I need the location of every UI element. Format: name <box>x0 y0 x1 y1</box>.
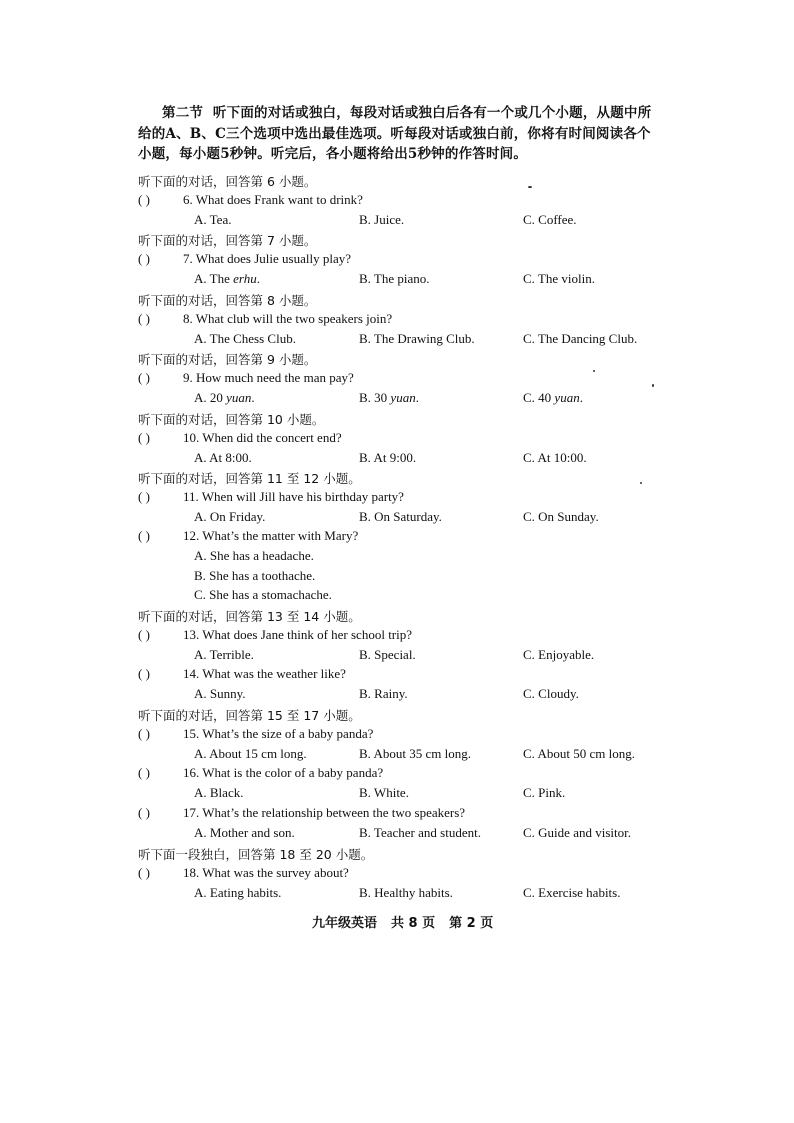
answer-bracket: ( ) <box>138 726 150 741</box>
option-c: C. At 10:00. <box>523 450 587 465</box>
option-a: A. At 8:00. <box>194 450 252 465</box>
option-a: A. Black. <box>194 785 244 800</box>
question-text: 15. What’s the size of a baby panda? <box>183 726 374 741</box>
page-footer <box>312 912 507 931</box>
option-b: B. The Drawing Club. <box>359 331 475 346</box>
option-c: C. The Dancing Club. <box>523 331 638 346</box>
option-b: B. Juice. <box>359 212 405 227</box>
question-12 <box>138 528 358 544</box>
question-13 <box>138 627 412 643</box>
question-text: 9. How much need the man pay? <box>183 370 354 385</box>
option-b: B. White. <box>359 785 409 800</box>
option-b: B. At 9:00. <box>359 450 417 465</box>
footer-total-pages: 共 8 页 <box>391 916 436 931</box>
option-a: A. She has a headache. <box>194 548 314 563</box>
option-b: B. She has a toothache. <box>194 568 316 583</box>
question-text: 7. What does Julie usually play? <box>183 251 352 266</box>
question-7 <box>138 251 351 267</box>
listening-header: 听下面的对话，回答第 7 小题。 <box>138 233 317 248</box>
section-instructions <box>138 103 662 165</box>
question-11 <box>138 489 404 505</box>
option-c: C. Guide and visitor. <box>523 825 631 840</box>
answer-bracket: ( ) <box>138 251 150 266</box>
question-text: 18. What was the survey about? <box>183 865 349 880</box>
listening-header: 听下面的对话，回答第 15 至 17 小题。 <box>138 708 361 723</box>
question-text: 11. When will Jill have his birthday party? <box>183 489 404 504</box>
option-b: B. Healthy habits. <box>359 885 453 900</box>
footer-subject: 九年级英语 <box>312 916 378 931</box>
question-6 <box>138 192 363 208</box>
answer-bracket: ( ) <box>138 805 150 820</box>
option-b: B. Teacher and student. <box>359 825 481 840</box>
answer-bracket: ( ) <box>138 489 150 504</box>
question-16 <box>138 765 383 781</box>
option-b: B. The piano. <box>359 271 430 286</box>
question-15 <box>138 726 373 742</box>
option-c: C. She has a stomachache. <box>194 587 332 602</box>
option-a: A. Mother and son. <box>194 825 295 840</box>
option-c: C. Pink. <box>523 785 566 800</box>
question-9 <box>138 370 354 386</box>
option-b: B. About 35 cm long. <box>359 746 471 761</box>
question-text: 17. What’s the relationship between the two speakers? <box>183 805 466 820</box>
answer-bracket: ( ) <box>138 765 150 780</box>
scan-speck <box>593 370 595 372</box>
option-c: C. On Sunday. <box>523 509 599 524</box>
option-a: A. Terrible. <box>194 647 254 662</box>
answer-bracket: ( ) <box>138 311 150 326</box>
question-text: 16. What is the color of a baby panda? <box>183 765 384 780</box>
section-title: 第二节 <box>162 105 204 121</box>
option-c: C. Coffee. <box>523 212 577 227</box>
listening-header: 听下面的对话，回答第 8 小题。 <box>138 293 317 308</box>
option-c: C. Cloudy. <box>523 686 579 701</box>
question-text: 13. What does Jane think of her school trip? <box>183 627 413 642</box>
option-b: B. Special. <box>359 647 416 662</box>
option-b: B. 30 yuan. <box>359 390 419 405</box>
listening-header: 听下面的对话，回答第 11 至 12 小题。 <box>138 471 361 486</box>
listening-header: 听下面的对话，回答第 9 小题。 <box>138 352 317 367</box>
question-text: 14. What was the weather like? <box>183 666 346 681</box>
scan-speck <box>528 186 532 188</box>
instruction-text: 听下面的对话或独白，每段对话或独白后各有一个或几个小题，从题中所给的A、B、C三个选项中选出最佳选项。听每段对话或独白前，你将有时间阅读各个小题，每小题5秒钟。听完后，各小题将给出5秒钟的作答时间。 <box>138 105 652 162</box>
option-a: A. 20 yuan. <box>194 390 255 405</box>
answer-bracket: ( ) <box>138 627 150 642</box>
scan-speck <box>640 482 642 484</box>
listening-header: 听下面一段独白，回答第 18 至 20 小题。 <box>138 847 374 862</box>
answer-bracket: ( ) <box>138 865 150 880</box>
listening-header: 听下面的对话，回答第 6 小题。 <box>138 174 317 189</box>
answer-bracket: ( ) <box>138 666 150 681</box>
option-a: A. On Friday. <box>194 509 266 524</box>
listening-header: 听下面的对话，回答第 13 至 14 小题。 <box>138 609 361 624</box>
option-a: A. About 15 cm long. <box>194 746 307 761</box>
option-a: A. Eating habits. <box>194 885 282 900</box>
option-b: B. On Saturday. <box>359 509 442 524</box>
question-14 <box>138 666 346 682</box>
option-a: A. The erhu. <box>194 271 260 286</box>
scan-speck <box>652 384 654 387</box>
question-text: 12. What’s the matter with Mary? <box>183 528 359 543</box>
question-text: 8. What club will the two speakers join? <box>183 311 393 326</box>
answer-bracket: ( ) <box>138 192 150 207</box>
option-c: C. About 50 cm long. <box>523 746 635 761</box>
option-b: B. Rainy. <box>359 686 408 701</box>
option-c: C. The violin. <box>523 271 595 286</box>
option-c: C. Enjoyable. <box>523 647 595 662</box>
question-8 <box>138 311 392 327</box>
answer-bracket: ( ) <box>138 528 150 543</box>
answer-bracket: ( ) <box>138 430 150 445</box>
option-a: A. The Chess Club. <box>194 331 296 346</box>
question-text: 10. When did the concert end? <box>183 430 342 445</box>
question-18 <box>138 865 349 881</box>
option-c: C. Exercise habits. <box>523 885 621 900</box>
footer-page-number: 第 2 页 <box>449 916 494 931</box>
question-17 <box>138 805 465 821</box>
option-c: C. 40 yuan. <box>523 390 583 405</box>
listening-header: 听下面的对话，回答第 10 小题。 <box>138 412 325 427</box>
answer-bracket: ( ) <box>138 370 150 385</box>
option-a: A. Sunny. <box>194 686 246 701</box>
option-a: A. Tea. <box>194 212 232 227</box>
question-text: 6. What does Frank want to drink? <box>183 192 363 207</box>
question-10 <box>138 430 342 446</box>
